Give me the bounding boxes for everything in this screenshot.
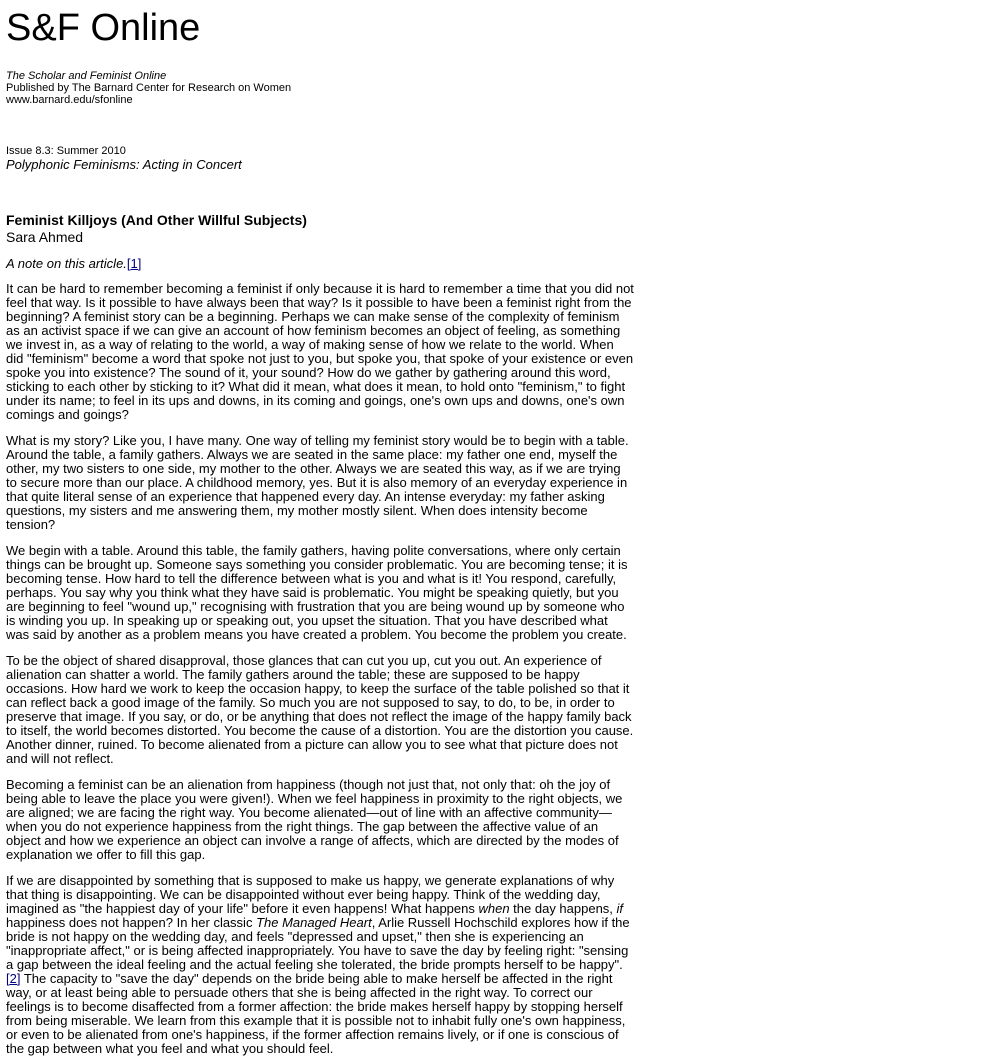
emphasis-when: when	[478, 901, 510, 916]
article-note-label: A note on this article.	[6, 256, 127, 271]
paragraph-6-text: The capacity to "save the day" depends on the bride being able to make herself be affected in the right way, or at least being able to persuade others that she is being affected in the right way. To correct our feelings is to become disaffected from a former affection: the bride makes herself happy by stopping herself from being miserable. We learn from this example that it is possible not to inhabit fully one's own happiness, or even to be alienated from one's happiness, if the former affection remains lively, or if one is conscious of the gap between what you feel and what you should feel.	[6, 971, 626, 1056]
publisher-line: Published by The Barnard Center for Research on Women	[6, 82, 292, 94]
site-title: S&F Online	[6, 7, 201, 49]
emphasis-if: if	[616, 901, 624, 916]
masthead	[6, 70, 994, 106]
article-title: Feminist Killjoys (And Other Willful Subjects)	[6, 212, 307, 228]
paragraph-4: To be the object of shared disapproval, those glances that can cut you up, cut you out. An experience of alienation can shatter a world. The family gathers around the table; these are supposed to be happy occasions. How hard we work to keep the occasion happy, to keep the surface of the table polished so that it can reflect back a good image of the family. So much you are not supposed to say, to do, to be, in order to preserve that image. If you say, or do, or be anything that does not reflect the image of the happy family back to itself, the world becomes distorted. You become the cause of a distortion. You are the distortion you cause. Another dinner, ruined. To become alienated from a picture can allow you to see what that picture does not and will not reflect.	[6, 653, 634, 766]
footnote-link-1[interactable]: [1]	[126, 256, 142, 271]
issue-info	[6, 145, 994, 172]
issue-number: Issue 8.3: Summer 2010	[6, 145, 126, 157]
footnote-link-2[interactable]: [2]	[6, 971, 21, 986]
paragraph-6	[6, 874, 634, 1056]
article-author: Sara Ahmed	[6, 229, 84, 245]
paragraph-3: We begin with a table. Around this table, the family gathers, having polite conversations, where only certain things can be brought up. Someone says something you consider problematic. You are becoming tense; it is becoming tense. How hard to tell the difference between what is you and what is it! You respond, carefully, perhaps. You say why you think what they have said is problematic. You might be speaking quietly, but you are beginning to feel "wound up," recognising with frustration that you are being wound up by someone who is winding you up. In speaking up or speaking out, you upset the situation. That you have described what was said by another as a problem means you have created a problem. You become the problem you create.	[6, 543, 628, 642]
book-title: The Managed Heart	[256, 915, 372, 930]
paragraph-2: What is my story? Like you, I have many. One way of telling my feminist story would be to begin with a table. Around the table, a family gathers. Always we are seated in the same place: my father one end, myself the other, my two sisters to one side, my mother to the other. Always we are seated this way, as if we are trying to secure more than our place. A childhood memory, yes. But it is also memory of an everyday experience in that quite literal sense of an experience that happened every day. An intense everyday: my father asking questions, my sisters and me answering them, my mother mostly silent. When does intensity become tension?	[6, 433, 629, 532]
paragraph-6-text: happiness does not happen? In her classic	[6, 915, 257, 930]
site-url: www.barnard.edu/sfonline	[6, 94, 133, 106]
paragraph-6-text: If we are disappointed by something that is supposed to make us happy, we generate explanations of why that thing is disappointing. We can be disappointed without ever being happy. Think of the wedding day, imagined as "the happiest day of your life" before it even happens! What happens	[6, 873, 615, 916]
article-body	[6, 282, 634, 1056]
paragraph-1: It can be hard to remember becoming a feminist if only because it is hard to remember a time that you did not feel that way. Is it possible to have always been that way? Is it possible to have been a feminist right from the beginning? A feminist story can be a beginning. Perhaps we can make sense of the complexity of feminism as an activist space if we can give an account of how feminism becomes an object of feeling, as something we invest in, as a way of relating to the world, a way of making sense of how we relate to the world. When did "feminism" become a word that spoke not just to you, but spoke you, that spoke of your existence or even spoke you into existence? The sound of it, your sound? How do we gather by gathering around this word, sticking to each other by sticking to it? What did it mean, what does it mean, to hold onto "feminism," to fight under its name; to feel in its ups and downs, in its coming and goings, one's own ups and downs, one's own comings and goings?	[6, 281, 634, 422]
paragraph-6-text: the day happens,	[509, 901, 617, 916]
article-note	[6, 256, 994, 271]
journal-name: The Scholar and Feminist Online	[6, 70, 167, 82]
paragraph-6-text: , Arlie Russell Hochschild explores how if the bride is not happy on the wedding day, and feels "depressed and upset," then she is experiencing an "inappropriate affect," or is being affected inappropriately. You have to save the day by feeling right: "sensing a gap between the ideal feeling and the actual feeling she tolerated, the bride prompts herself to be happy".	[6, 915, 630, 972]
article-header	[6, 212, 994, 245]
paragraph-5: Becoming a feminist can be an alienation from happiness (though not just that, not only that: oh the joy of being able to leave the place you were given!). When we feel happiness in proximity to the right objects, we are aligned; we are facing the right way. You become alienated—out of line with an affective community—when you do not experience happiness from the right things. The gap between the affective value of an object and how we experience an object can involve a range of affects, which are directed by the modes of explanation we offer to fill this gap.	[6, 777, 623, 862]
issue-theme: Polyphonic Feminisms: Acting in Concert	[6, 157, 242, 172]
